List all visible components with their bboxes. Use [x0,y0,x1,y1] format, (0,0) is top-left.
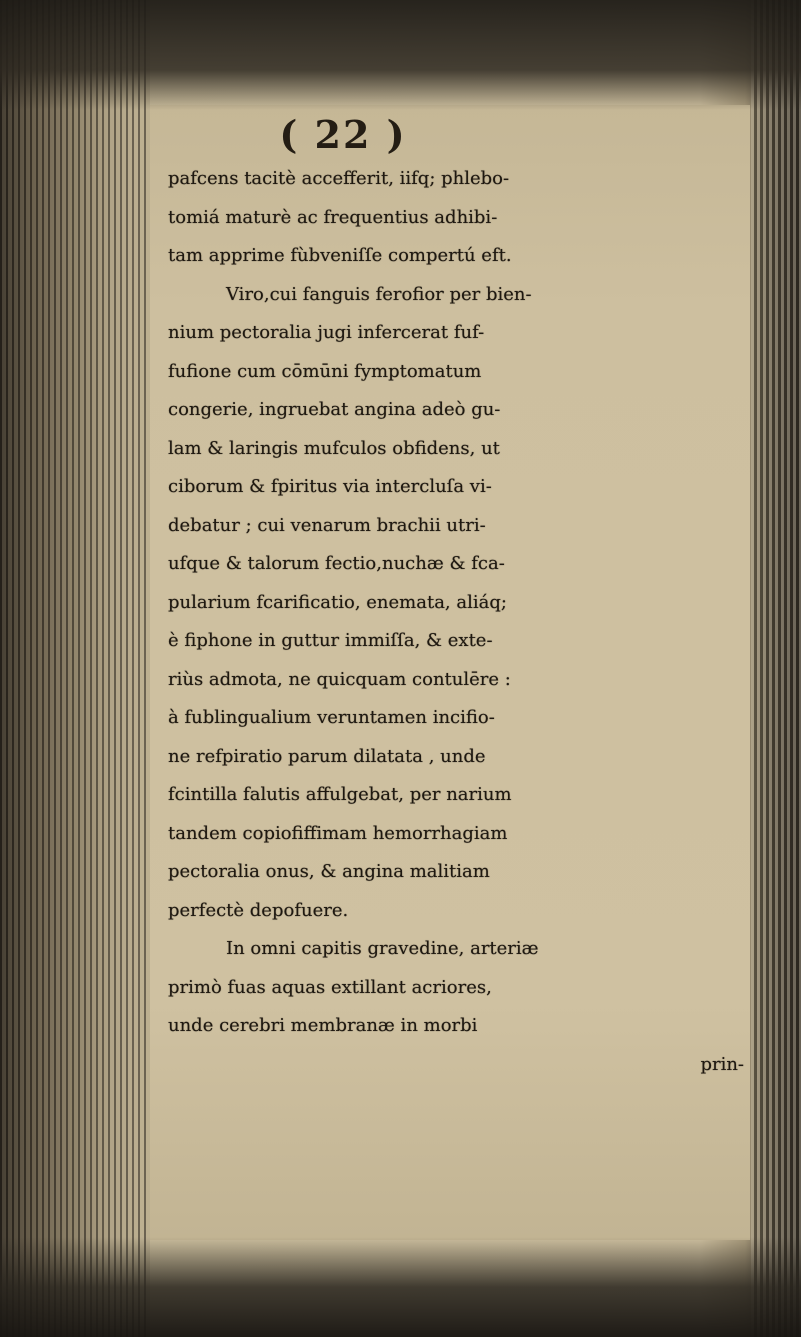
text-line: ne refpiratio parum dilatata , unde [168,745,486,767]
text-line: pectoralia onus, & angina malitiam [168,861,490,882]
text-line: fufione cum cōmūni fymptomatum [168,360,482,382]
text-line: tam apprime fùbveniſſe compertú eft. [168,245,512,266]
text-line: debatur ; cui venarum brachii utri- [168,514,486,536]
text-line: pafcens tacitè accefferit, iifq; phlebo- [168,168,510,189]
book-fore-edge-left [0,0,150,1337]
text-line: tomiá maturè ac frequentius adhibi- [168,206,498,228]
text-line: ufque & talorum fectio,nuchæ & fca- [168,553,505,574]
bottom-shadow [0,1237,801,1337]
top-shadow [0,0,801,110]
text-line: congerie, ingruebat angina adeò gu- [168,399,501,420]
text-line: perfectè depofuere. [168,899,349,921]
text-line: pularium fcarificatio, enemata, aliáq; [168,591,507,613]
text-line: è fiphone in guttur immiſſa, & exte- [168,630,493,651]
text-line: In omni capitis gravedine, arteriæ [226,938,539,959]
page-number: ( 22 ) [279,112,407,157]
text-line: riùs admota, ne quicquam contulēre : [168,668,511,690]
text-line: lam & laringis mufculos obfidens, ut [168,437,500,459]
text-line: Viro,cui fanguis ferofior per bien- [226,283,532,305]
text-line: ciborum & fpiritus via intercluſa vi- [168,476,492,497]
text-line: tandem copiofiffimam hemorrhagiam [168,822,508,844]
text-line: nium pectoralia jugi infercerat fuf- [168,322,485,343]
text-line: fcintilla falutis affulgebat, per narium [168,784,512,805]
body-text [168,160,768,1084]
text-line: unde cerebri membranæ in morbi [168,1015,478,1036]
text-line: à fublingualium veruntamen incifio- [168,707,495,728]
catchword: prin- [700,1053,744,1075]
text-line: primò fuas aquas extillant acriores, [168,976,492,998]
